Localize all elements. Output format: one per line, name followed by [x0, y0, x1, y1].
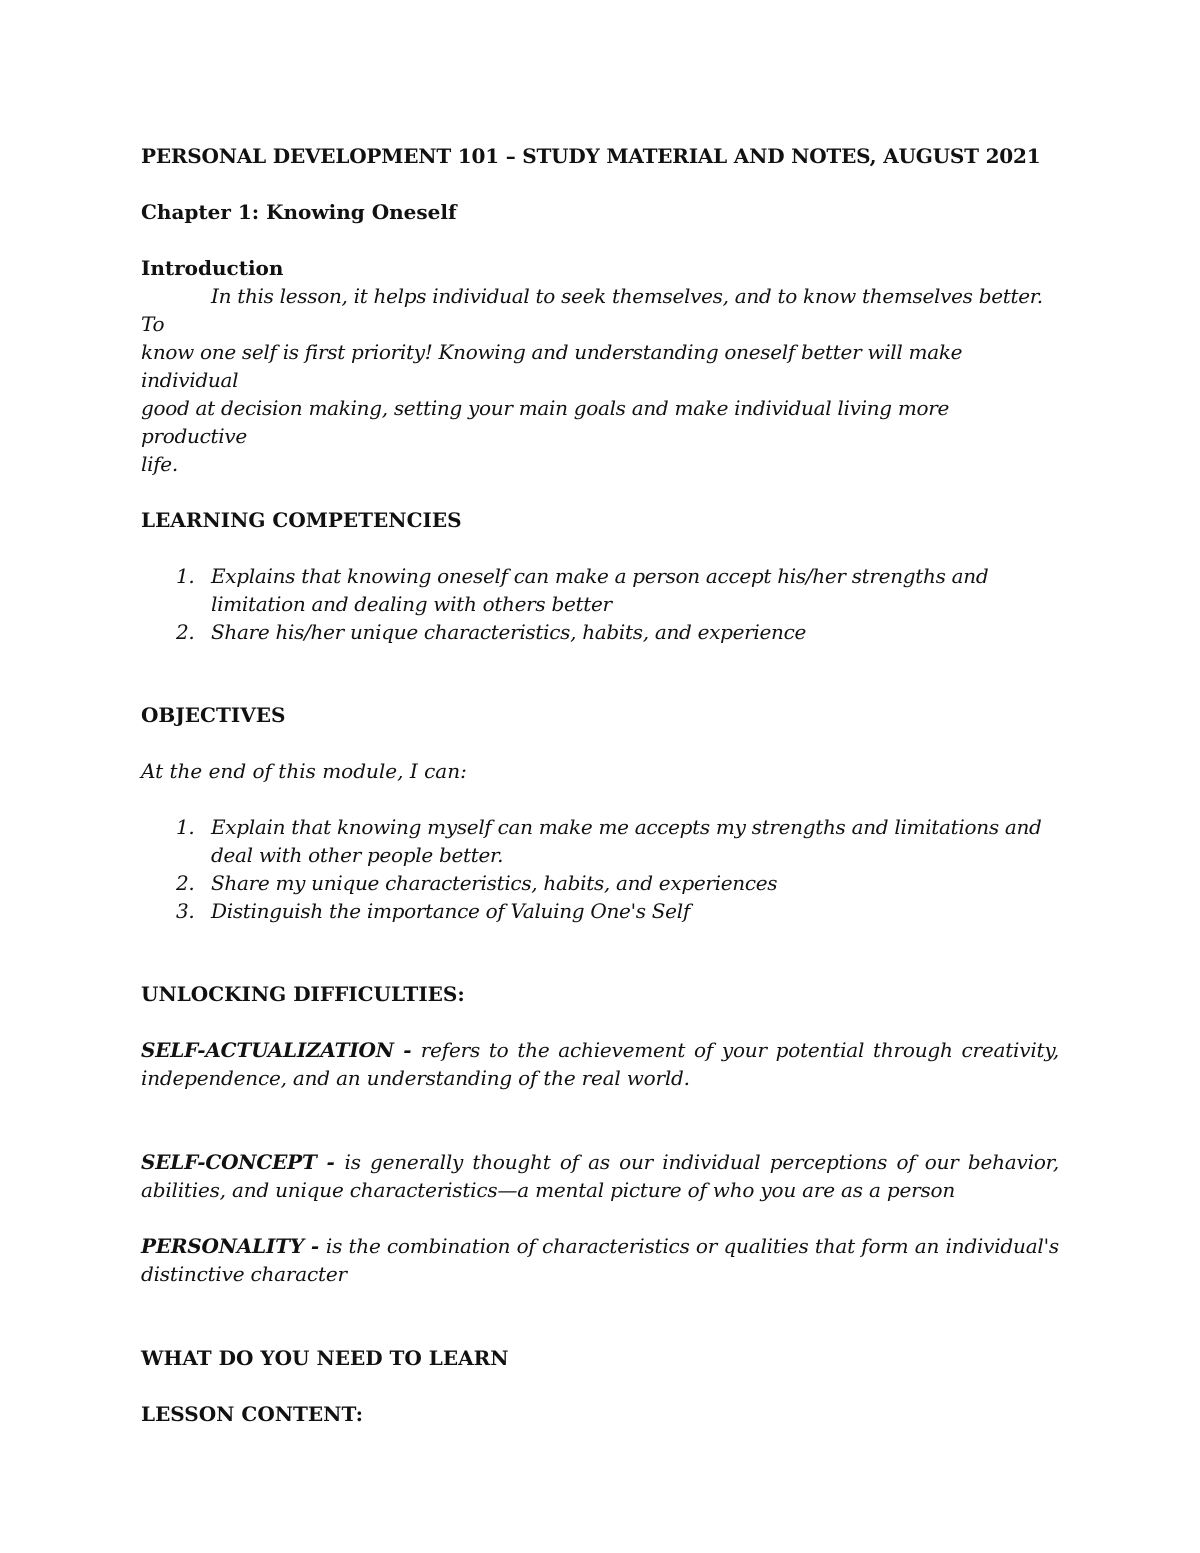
definition-separator: -: [316, 1150, 345, 1174]
introduction-line: good at decision making, setting your main goals and make individual living more productive: [141, 396, 950, 448]
list-item-number: 1.: [176, 815, 195, 839]
introduction-heading: Introduction: [141, 256, 284, 280]
list-item-text: Distinguish the importance of Valuing One's Self: [211, 899, 690, 923]
definition-text: is the combination of characteristics or qualities that form an individual's distinctive character: [141, 1234, 1059, 1286]
list-item: [141, 869, 1059, 897]
learning-competencies-heading: LEARNING COMPETENCIES: [141, 508, 462, 532]
list-item-text: Explains that knowing oneself can make a person accept his/her strengths and: [211, 564, 989, 588]
definition-self-concept: [141, 1148, 1059, 1204]
list-item-text: Explain that knowing myself can make me accepts my strengths and limitations and: [211, 815, 1042, 839]
list-item: [141, 897, 1059, 925]
definition-text: refers to the achievement of your potential through creativity, independence, and an understanding of the real world.: [141, 1038, 1059, 1090]
chapter-heading: Chapter 1: Knowing Oneself: [141, 200, 457, 224]
document-body: [141, 142, 1059, 1428]
definition-self-actualization: [141, 1036, 1059, 1092]
introduction-paragraph: [141, 282, 1059, 478]
definition-term: SELF-ACTUALIZATION: [141, 1038, 394, 1062]
definition-separator: -: [303, 1234, 326, 1258]
objectives-list: [141, 813, 1059, 925]
list-item: [141, 562, 1059, 618]
definition-personality: [141, 1232, 1059, 1288]
definition-term: PERSONALITY: [141, 1234, 304, 1258]
objectives-lead: At the end of this module, I can:: [141, 759, 467, 783]
introduction-line: know one self is first priority! Knowing and understanding oneself better will make individual: [141, 340, 963, 392]
introduction-line: life.: [141, 452, 178, 476]
list-item-text: limitation and dealing with others better: [211, 592, 612, 616]
definition-separator: -: [393, 1038, 421, 1062]
list-item-number: 2.: [176, 620, 195, 644]
list-item-text: deal with other people better.: [211, 843, 504, 867]
list-item-number: 3.: [176, 899, 195, 923]
list-item: [141, 618, 1059, 646]
lesson-content-heading: LESSON CONTENT:: [141, 1402, 364, 1426]
list-item-text: Share his/her unique characteristics, habits, and experience: [211, 620, 807, 644]
list-item-number: 2.: [176, 871, 195, 895]
what-to-learn-heading: WHAT DO YOU NEED TO LEARN: [141, 1346, 509, 1370]
introduction-line: In this lesson, it helps individual to seek themselves, and to know themselves better. To: [141, 284, 1043, 336]
objectives-heading: OBJECTIVES: [141, 703, 286, 727]
unlocking-difficulties-heading: UNLOCKING DIFFICULTIES:: [141, 982, 465, 1006]
document-title: PERSONAL DEVELOPMENT 101 – STUDY MATERIAL AND NOTES, AUGUST 2021: [141, 144, 1041, 168]
list-item: [141, 813, 1059, 869]
list-item-text: Share my unique characteristics, habits, and experiences: [211, 871, 778, 895]
definition-term: SELF-CONCEPT: [141, 1150, 317, 1174]
definition-text: is generally thought of as our individual perceptions of our behavior, abilities, and unique characteristics—a mental picture of who you are as a person: [141, 1150, 1059, 1202]
list-item-number: 1.: [176, 564, 195, 588]
learning-competencies-list: [141, 562, 1059, 646]
